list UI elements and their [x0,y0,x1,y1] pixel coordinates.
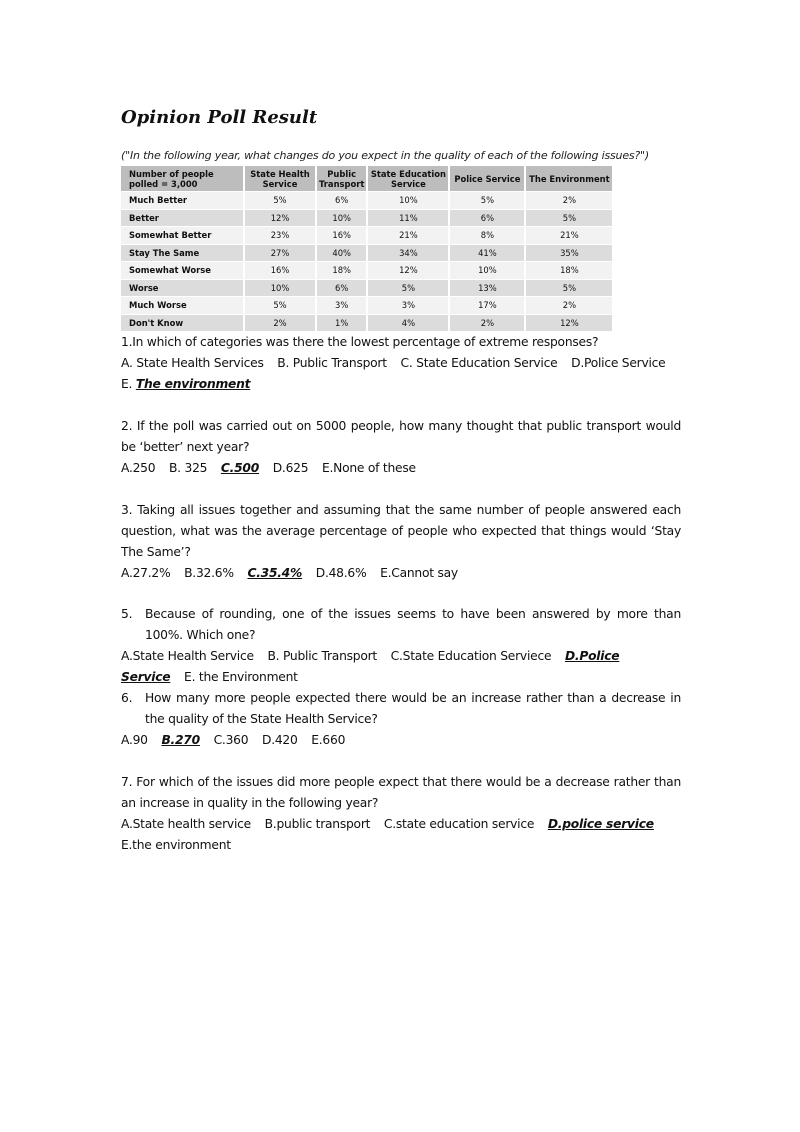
q7-option-b: B.public transport [264,817,371,831]
table-cell: 2% [449,314,525,331]
question-5-options [121,646,681,688]
table-cell: 1% [316,314,367,331]
q6-option-d: D.420 [261,733,298,747]
table-cell: 18% [525,262,613,280]
header-public-transport: Public Transport [316,166,367,192]
page-title: Opinion Poll Result [121,107,318,128]
q5-answer: D.Police Service [121,649,620,684]
table-cell: 27% [244,244,316,262]
question-1-options [121,353,681,374]
question-6-number: 6. [121,691,133,705]
q5-option-e: E. the Environment [184,670,298,684]
q2-option-e: E.None of these [321,461,416,475]
table-cell: 6% [449,209,525,227]
q6-option-c: C.360 [213,733,249,747]
question-5 [121,604,681,688]
table-cell: 10% [244,279,316,297]
q3-option-e: E.Cannot say [380,566,458,580]
question-3-text: 3. Taking all issues together and assuming that the same number of people answered each question, what was the average percentage of people who expected that things would ‘Stay The Same’? [121,503,681,559]
table-cell: 6% [316,279,367,297]
table-cell: 5% [244,297,316,315]
question-5-text-wrap [121,604,681,646]
header-people-polled: Number of people polled = 3,000 [121,166,244,192]
q3-option-b: B.32.6% [184,566,234,580]
q1-option-e [121,374,681,395]
table-cell: 40% [316,244,367,262]
header-police-service: Police Service [449,166,525,192]
header-state-health: State Health Service [244,166,316,192]
row-label: Worse [121,279,244,297]
table-row [121,262,613,280]
q2-option-d: D.625 [272,461,309,475]
table-row [121,227,613,245]
table-row [121,192,613,210]
header-environment: The Environment [525,166,613,192]
table-cell: 12% [244,209,316,227]
q7-option-c: C.state education service [383,817,535,831]
q1-option-e-prefix: E. [121,377,133,391]
table-row [121,297,613,315]
question-6-options [121,730,681,751]
row-label: Somewhat Worse [121,262,244,280]
table-cell: 8% [449,227,525,245]
table-cell: 10% [316,209,367,227]
question-2 [121,416,681,479]
table-cell: 3% [367,297,449,315]
table-cell: 34% [367,244,449,262]
q2-answer: C.500 [220,461,260,475]
q2-option-a: A.250 [121,461,156,475]
table-cell: 2% [525,297,613,315]
q3-option-a: A.27.2% [121,566,171,580]
q1-option-a: A. State Health Services [121,356,264,370]
table-caption: ("In the following year, what changes do you expect in the quality of each of the following issues?") [121,149,650,162]
question-6-text: How many more people expected there would be an increase rather than a decrease in the quality of the State Health Service? [145,691,681,726]
table-cell: 5% [244,192,316,210]
question-5-number: 5. [121,607,133,621]
q1-answer: The environment [135,377,251,391]
poll-table [121,166,614,331]
table-cell: 18% [316,262,367,280]
table-cell: 35% [525,244,613,262]
row-label: Somewhat Better [121,227,244,245]
question-6 [121,688,681,751]
q1-option-b: B. Public Transport [277,356,387,370]
q2-option-b: B. 325 [169,461,208,475]
table-cell: 16% [244,262,316,280]
row-label: Don't Know [121,314,244,331]
table-cell: 2% [525,192,613,210]
q7-option-e: E.the environment [121,838,231,852]
table-cell: 17% [449,297,525,315]
q6-option-a: A.90 [121,733,148,747]
question-1 [121,332,681,395]
q6-answer: B.270 [161,733,200,747]
row-label: Much Worse [121,297,244,315]
table-cell: 21% [525,227,613,245]
question-2-options [121,458,681,479]
table-cell: 5% [367,279,449,297]
q3-answer: C.35.4% [247,566,303,580]
question-7 [121,772,681,856]
question-1-text: 1.In which of categories was there the lowest percentage of extreme responses? [121,335,599,349]
table-cell: 5% [525,279,613,297]
q3-option-d: D.48.6% [315,566,367,580]
table-cell: 3% [316,297,367,315]
table-row [121,279,613,297]
table-cell: 5% [525,209,613,227]
table-cell: 12% [367,262,449,280]
table-cell: 2% [244,314,316,331]
table-cell: 6% [316,192,367,210]
table-cell: 10% [449,262,525,280]
table-row [121,209,613,227]
question-3-options [121,563,681,584]
q1-option-c: C. State Education Service [400,356,558,370]
question-5-text: Because of rounding, one of the issues seems to have been answered by more than 100%. Which one? [145,607,681,642]
question-2-text: 2. If the poll was carried out on 5000 people, how many thought that public transport would be ‘better’ next year? [121,419,681,454]
table-cell: 23% [244,227,316,245]
table-cell: 16% [316,227,367,245]
table-cell: 10% [367,192,449,210]
header-state-education: State Education Service [367,166,449,192]
q5-option-b: B. Public Transport [267,649,377,663]
table-cell: 41% [449,244,525,262]
table-cell: 12% [525,314,613,331]
q1-option-d: D.Police Service [571,356,666,370]
question-6-text-wrap [121,688,681,730]
table-cell: 5% [449,192,525,210]
row-label: Stay The Same [121,244,244,262]
q7-option-a: A.State health service [121,817,251,831]
table-cell: 11% [367,209,449,227]
row-label: Better [121,209,244,227]
table-row [121,314,613,331]
q5-option-a: A.State Health Service [121,649,254,663]
table-cell: 4% [367,314,449,331]
table-cell: 21% [367,227,449,245]
question-7-text: 7. For which of the issues did more people expect that there would be a decrease rather than an increase in quality in the following year? [121,775,681,810]
question-3 [121,500,681,584]
q5-option-c: C.State Education Serviece [390,649,552,663]
q7-answer: D.police service [547,817,654,831]
table-cell: 13% [449,279,525,297]
row-label: Much Better [121,192,244,210]
table-row [121,244,613,262]
question-7-options [121,814,681,856]
q6-option-e: E.660 [311,733,346,747]
table-header-row [121,166,613,192]
